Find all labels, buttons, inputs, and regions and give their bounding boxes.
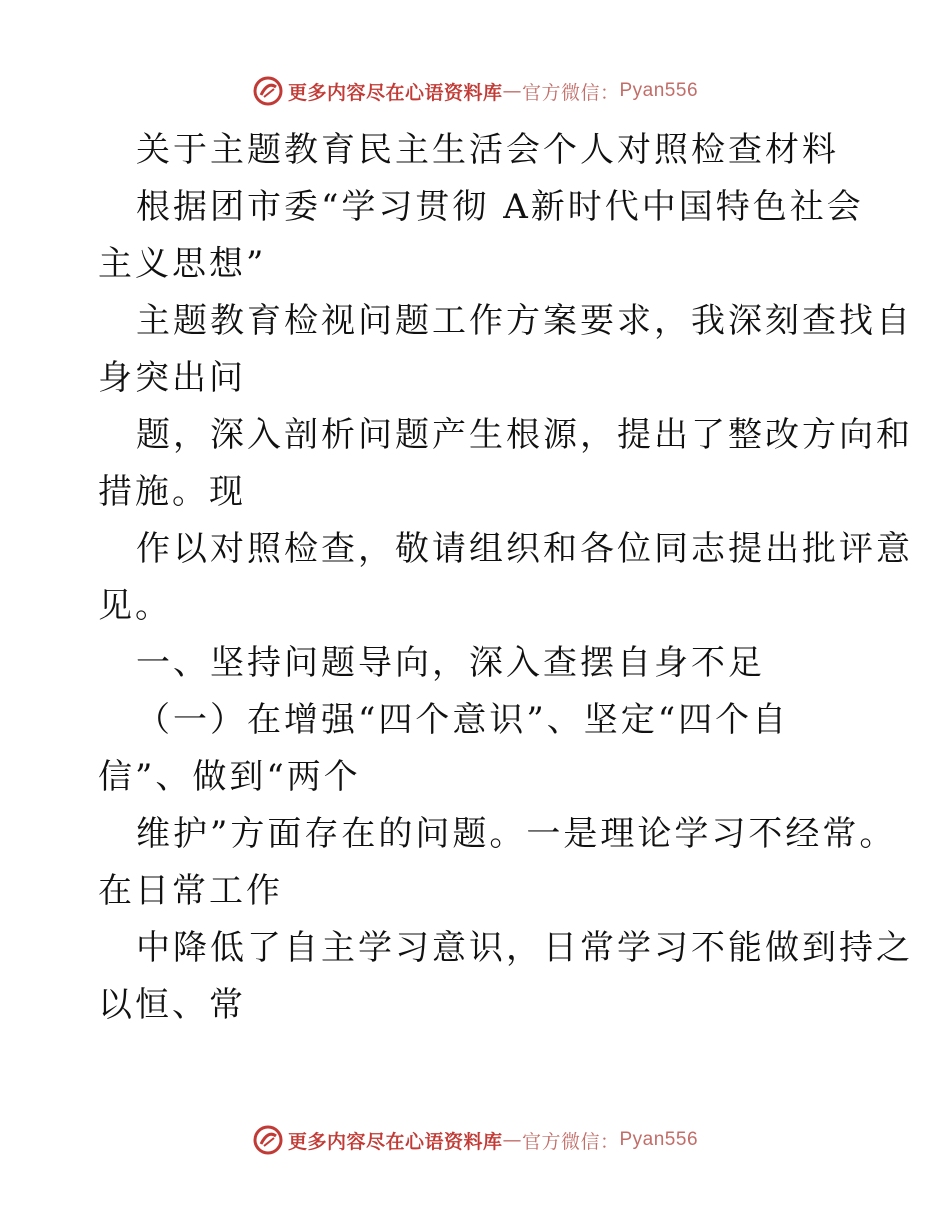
paragraph-line: 见。 (98, 586, 172, 626)
header-watermark-banner (0, 71, 950, 111)
paragraph-line: 作以对照检查，敬请组织和各位同志提出批评意 (136, 529, 913, 569)
document-body (98, 122, 913, 1034)
paragraph-line: 题，深入剖析问题产生根源，提出了整改方向和 (136, 415, 913, 455)
footer-wechat-handle: Pyan556 (619, 1129, 699, 1150)
subsection-heading: （一）在增强“四个意识”、坚定“四个自 (136, 700, 790, 740)
paragraph-line: 根据团市委“学习贯彻 A新时代中国特色社会 (136, 187, 864, 227)
paragraph-line: 维护”方面存在的问题。一是理论学习不经常。 (136, 814, 897, 854)
footer-site-text: 更多内容尽在心语资料库 (287, 1130, 503, 1153)
paragraph-line: 信”、做到“两个 (98, 757, 361, 797)
section-heading: 一、坚持问题导向，深入查摆自身不足 (136, 643, 765, 683)
paragraph-line: 主题教育检视问题工作方案要求，我深刻查找自 (136, 301, 913, 341)
brand-logo-icon (252, 75, 284, 107)
footer-watermark-banner (0, 1120, 950, 1160)
header-separator: — (502, 80, 522, 102)
paragraph-line: 中降低了自主学习意识，日常学习不能做到持之 (136, 928, 913, 968)
footer-separator: — (502, 1129, 522, 1151)
paragraph-line: 以恒、常 (98, 985, 246, 1025)
brand-logo-icon (252, 1124, 284, 1156)
paragraph-line: 措施。现 (98, 472, 246, 512)
document-title: 关于主题教育民主生活会个人对照检查材料 (136, 130, 839, 170)
paragraph-line: 主义思想” (98, 244, 267, 284)
header-site-text: 更多内容尽在心语资料库 (287, 81, 503, 104)
footer-official-label: 官方微信： (521, 1130, 620, 1153)
header-official-label: 官方微信： (521, 81, 620, 104)
paragraph-line: 身突出问 (98, 358, 246, 398)
header-wechat-handle: Pyan556 (619, 80, 699, 101)
paragraph-line: 在日常工作 (98, 871, 283, 911)
